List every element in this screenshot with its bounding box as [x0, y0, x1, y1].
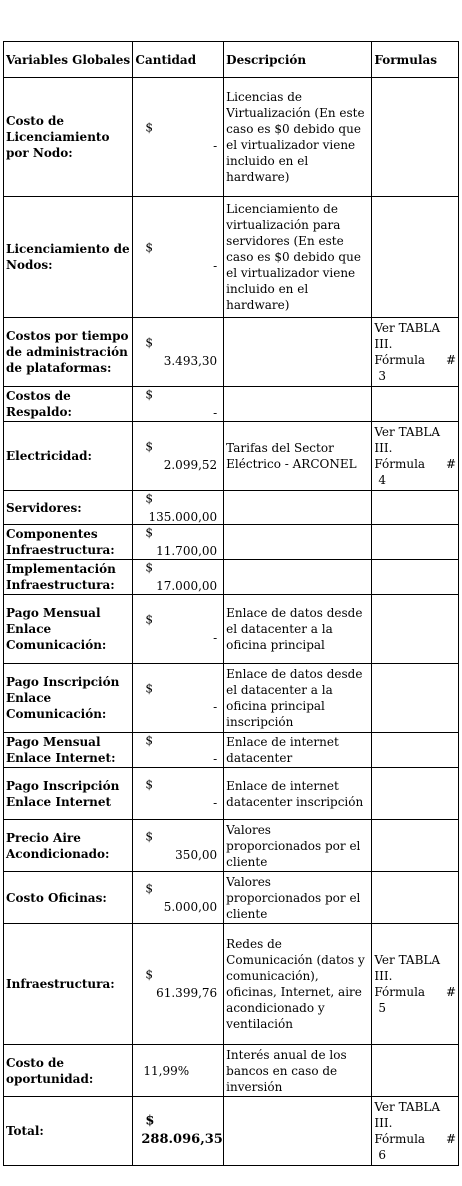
currency-symbol: $: [145, 828, 154, 843]
formula-label: Fórmula: [374, 457, 426, 471]
formula-cell: [372, 387, 459, 422]
table-row: [4, 387, 459, 422]
cantidad-cell: [133, 197, 224, 318]
amount-value: 288.096,35: [141, 1131, 223, 1147]
table-row: [4, 525, 459, 560]
descripcion-cell: Enlace de internet datacenter inscripción: [224, 768, 372, 820]
variable-cell: Componentes Infraestructura:: [4, 525, 133, 560]
variable-cell: Pago Inscripción Enlace Internet: [4, 768, 133, 820]
formula-hash: #: [445, 1132, 456, 1146]
table-row: [4, 1045, 459, 1097]
currency-symbol: $: [145, 560, 154, 575]
amount-value: 61.399,76: [156, 985, 218, 1000]
table-row: [4, 318, 459, 387]
header-formulas: Formulas: [372, 42, 459, 78]
amount-value: 11.700,00: [156, 543, 218, 558]
amount-value: 135.000,00: [148, 509, 218, 524]
descripcion-cell: Redes de Comunicación (datos y comunicación), oficinas, Internet, aire acondicionado y ventilación: [224, 924, 372, 1045]
formula-cell: [372, 768, 459, 820]
amount-value: 17.000,00: [156, 578, 218, 593]
descripcion-cell: Enlace de internet datacenter: [224, 733, 372, 768]
percent-value: 11,99%: [143, 1063, 190, 1078]
formula-cell: [372, 1097, 459, 1166]
descripcion-cell: Enlace de datos desde el datacenter a la oficina principal: [224, 595, 372, 664]
table-row: [4, 422, 459, 491]
table-row: [4, 1097, 459, 1166]
formula-label: Fórmula: [374, 1132, 426, 1146]
cantidad-cell: [133, 872, 224, 924]
currency-symbol: $: [145, 439, 154, 454]
formula-hash: #: [445, 985, 456, 999]
formula-cell: [372, 595, 459, 664]
table-row: [4, 197, 459, 318]
amount-value: -: [213, 751, 218, 766]
descripcion-cell: Enlace de datos desde el datacenter a la oficina principal inscripción: [224, 664, 372, 733]
currency-symbol: $: [145, 240, 154, 255]
currency-symbol: $: [145, 387, 154, 402]
formula-reference: Ver TABLA III.: [374, 425, 441, 455]
currency-symbol: $: [145, 120, 154, 135]
variable-cell: Pago Inscripción Enlace Comunicación:: [4, 664, 133, 733]
cantidad-cell: [133, 924, 224, 1045]
descripcion-cell: Valores proporcionados por el cliente: [224, 820, 372, 872]
cantidad-cell: [133, 318, 224, 387]
variable-cell: Costos por tiempo de administración de plataformas:: [4, 318, 133, 387]
table-body: [4, 78, 459, 1166]
cantidad-cell: [133, 1045, 224, 1097]
variable-cell: Costos de Respaldo:: [4, 387, 133, 422]
formula-cell: [372, 664, 459, 733]
variable-cell: Electricidad:: [4, 422, 133, 491]
variable-cell: Pago Mensual Enlace Internet:: [4, 733, 133, 768]
table-row: [4, 733, 459, 768]
formula-reference: Ver TABLA III.: [374, 1100, 441, 1130]
descripcion-cell: [224, 387, 372, 422]
cantidad-cell: [133, 1097, 224, 1166]
table-row: [4, 820, 459, 872]
formula-cell: [372, 78, 459, 197]
formula-reference: Ver TABLA III.: [374, 953, 441, 983]
header-variables: Variables Globales: [4, 42, 133, 78]
cantidad-cell: [133, 422, 224, 491]
currency-symbol: $: [145, 776, 154, 791]
descripcion-cell: [224, 491, 372, 525]
cantidad-cell: [133, 78, 224, 197]
table-row: [4, 78, 459, 197]
cantidad-cell: [133, 525, 224, 560]
amount-value: -: [213, 138, 218, 153]
currency-symbol: $: [145, 733, 154, 748]
formula-number: 6: [378, 1148, 386, 1162]
amount-value: 3.493,30: [163, 353, 218, 368]
formula-cell: [372, 872, 459, 924]
variable-cell: Servidores:: [4, 491, 133, 525]
table-row: [4, 560, 459, 595]
formula-hash: #: [445, 457, 456, 471]
currency-symbol: $: [145, 490, 154, 505]
variable-cell: Total:: [4, 1097, 133, 1166]
descripcion-cell: [224, 1097, 372, 1166]
currency-symbol: $: [145, 880, 154, 895]
header-cantidad: Cantidad: [133, 42, 224, 78]
formula-label: Fórmula: [374, 985, 426, 999]
variable-cell: Pago Mensual Enlace Comunicación:: [4, 595, 133, 664]
descripcion-cell: [224, 525, 372, 560]
table-row: [4, 768, 459, 820]
formula-reference: Ver TABLA III.: [374, 321, 441, 351]
descripcion-cell: [224, 318, 372, 387]
formula-number: 3: [378, 369, 386, 383]
cantidad-cell: [133, 733, 224, 768]
descripcion-cell: Interés anual de los bancos en caso de inversión: [224, 1045, 372, 1097]
formula-cell: [372, 525, 459, 560]
variable-cell: Licenciamiento de Nodos:: [4, 197, 133, 318]
amount-value: -: [213, 699, 218, 714]
variables-table: [3, 41, 459, 1166]
cantidad-cell: [133, 491, 224, 525]
table-row: [4, 664, 459, 733]
variable-cell: Implementación Infraestructura:: [4, 560, 133, 595]
formula-cell: [372, 924, 459, 1045]
table-row: [4, 924, 459, 1045]
table-row: [4, 872, 459, 924]
formula-number: 5: [378, 1001, 386, 1015]
descripcion-cell: Licenciamiento de virtualización para servidores (En este caso es $0 debido que el virtualizador viene incluido en el hardware): [224, 197, 372, 318]
formula-cell: [372, 491, 459, 525]
formula-cell: [372, 422, 459, 491]
amount-value: 2.099,52: [163, 457, 218, 472]
formula-hash: #: [445, 353, 456, 367]
formula-cell: [372, 820, 459, 872]
table-row: [4, 595, 459, 664]
amount-value: 350,00: [175, 847, 218, 862]
cantidad-cell: [133, 664, 224, 733]
currency-symbol: $: [145, 967, 154, 982]
header-descripcion: Descripción: [224, 42, 372, 78]
cantidad-cell: [133, 768, 224, 820]
amount-value: 5.000,00: [163, 899, 218, 914]
descripcion-cell: Tarifas del Sector Eléctrico - ARCONEL: [224, 422, 372, 491]
formula-cell: [372, 318, 459, 387]
amount-value: -: [213, 405, 218, 420]
formula-cell: [372, 560, 459, 595]
currency-symbol: $: [145, 681, 154, 696]
amount-value: -: [213, 630, 218, 645]
currency-symbol: $: [145, 612, 154, 627]
variable-cell: Costo Oficinas:: [4, 872, 133, 924]
cantidad-cell: [133, 387, 224, 422]
formula-cell: [372, 733, 459, 768]
cantidad-cell: [133, 820, 224, 872]
variable-cell: Costo de oportunidad:: [4, 1045, 133, 1097]
cantidad-cell: [133, 595, 224, 664]
table-row: [4, 491, 459, 525]
header-row: [4, 42, 459, 78]
descripcion-cell: Valores proporcionados por el cliente: [224, 872, 372, 924]
formula-label: Fórmula: [374, 353, 426, 367]
variable-cell: Costo de Licenciamiento por Nodo:: [4, 78, 133, 197]
currency-symbol: $: [145, 335, 154, 350]
amount-value: -: [213, 258, 218, 273]
variable-cell: Infraestructura:: [4, 924, 133, 1045]
descripcion-cell: [224, 560, 372, 595]
descripcion-cell: Licencias de Virtualización (En este caso es $0 debido que el virtualizador viene incluido en el hardware): [224, 78, 372, 197]
variable-cell: Precio Aire Acondicionado:: [4, 820, 133, 872]
formula-cell: [372, 1045, 459, 1097]
amount-value: -: [213, 795, 218, 810]
currency-symbol: $: [145, 525, 154, 540]
currency-symbol: $: [145, 1113, 155, 1129]
formula-number: 4: [378, 473, 386, 487]
cantidad-cell: [133, 560, 224, 595]
formula-cell: [372, 197, 459, 318]
